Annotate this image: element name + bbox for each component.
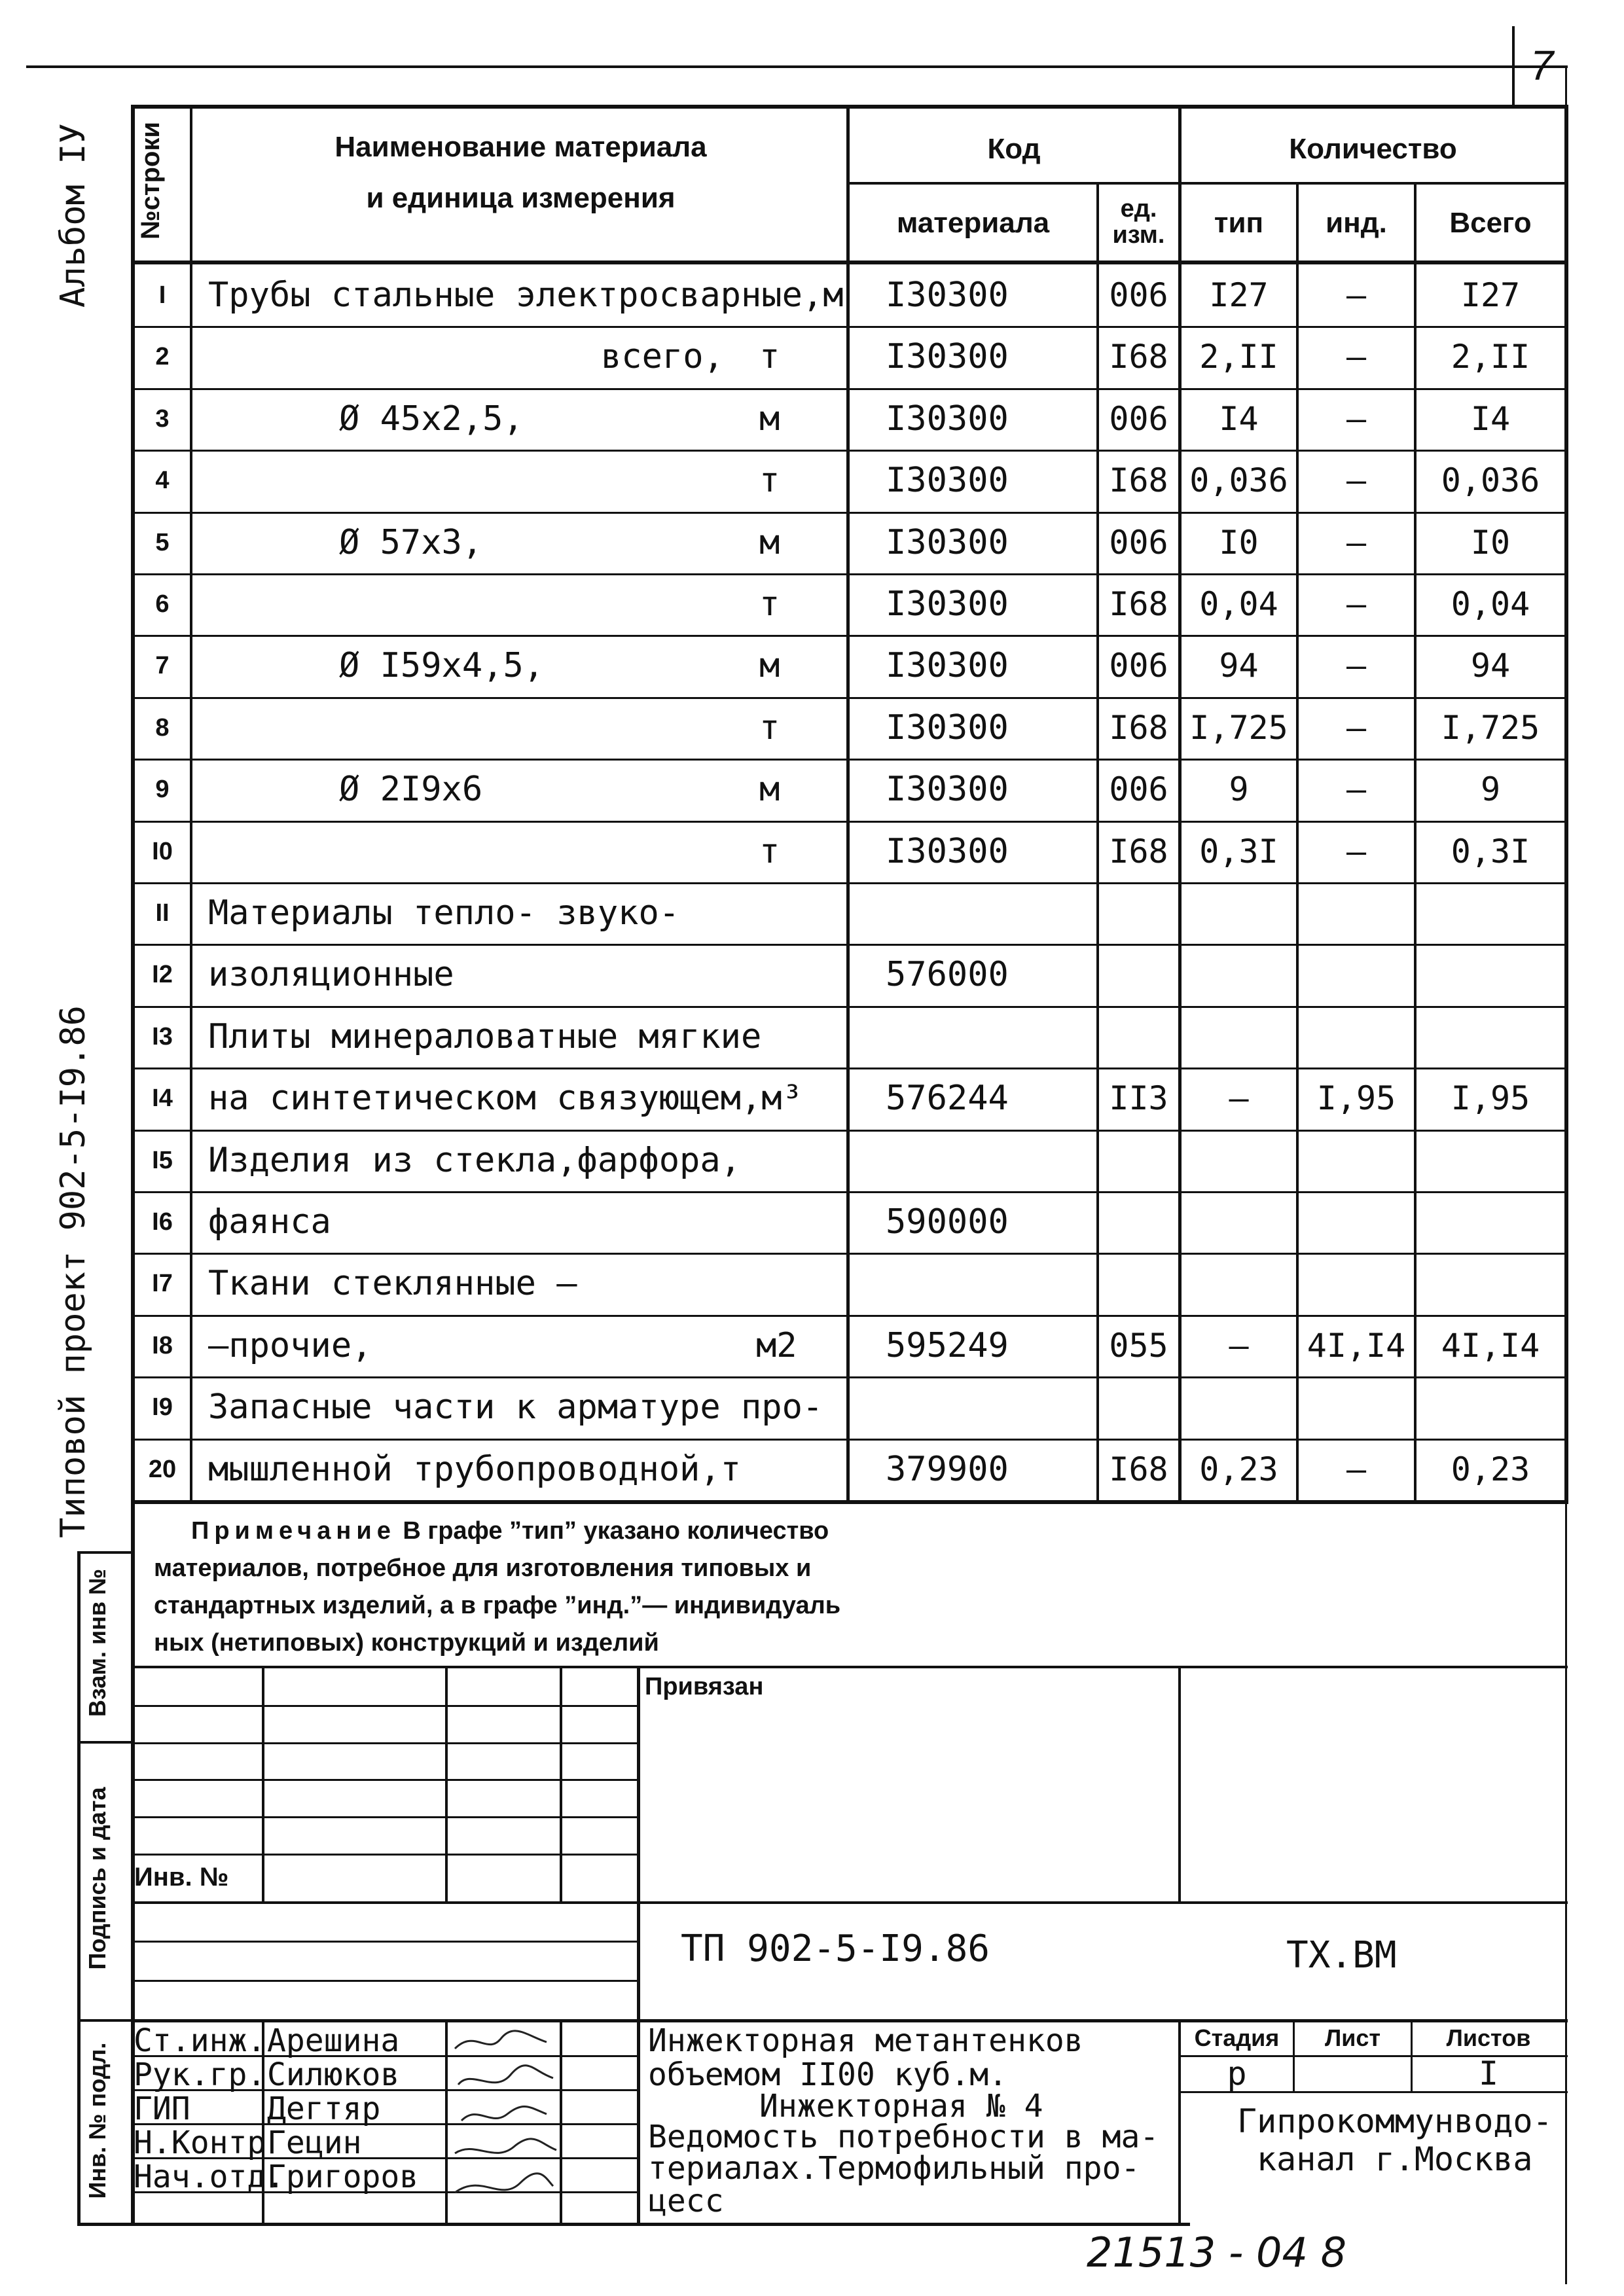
row-name (195, 697, 846, 759)
header-code-material: материала (896, 207, 1050, 239)
row-n: I7 (152, 1269, 173, 1297)
row-ind: 4I,I4 (1307, 1327, 1406, 1365)
row-name: всего, (601, 337, 724, 376)
row-code: I30300 (886, 708, 1009, 747)
row-total: I27 (1460, 276, 1521, 314)
row-code: I30300 (886, 646, 1009, 685)
stage-value: р (1227, 2055, 1247, 2091)
row-unit: т (759, 832, 780, 871)
row-unit (759, 1067, 838, 1129)
row-ind: – (1346, 833, 1367, 870)
doc-title-line: Ведомость потребности в ма- (648, 2119, 1159, 2155)
row-total (1416, 944, 1564, 1005)
row-type: I,725 (1189, 709, 1288, 747)
row-name: Изделия из стекла,фарфора, (208, 1141, 741, 1180)
row-eu (1099, 1130, 1178, 1191)
row-name: Ø 2I9x6 (339, 770, 483, 809)
row-ind: – (1346, 647, 1367, 685)
row-eu: I68 (1109, 585, 1168, 623)
header-qty-type: тип (1214, 207, 1264, 239)
row-type: 2,II (1199, 338, 1278, 376)
row-unit: м (759, 646, 780, 685)
row-ind (1299, 1006, 1414, 1067)
row-total: 94 (1470, 647, 1511, 685)
stamp-role: Н.Контр (134, 2125, 266, 2161)
row-type: 9 (1229, 770, 1249, 808)
row-eu: 055 (1109, 1327, 1168, 1365)
stamp-role: Нач.отд. (134, 2159, 285, 2195)
header-qty-ind: инд. (1326, 207, 1387, 239)
row-eu (1099, 944, 1178, 1005)
sheet-value (1295, 2055, 1411, 2091)
row-type: – (1229, 1079, 1249, 1117)
row-name (195, 573, 846, 635)
row-ind: – (1346, 400, 1367, 438)
row-eu (1099, 1191, 1178, 1253)
page-number: 7 (1530, 42, 1554, 89)
row-unit (759, 1253, 838, 1314)
row-name: на синтетическом связующем,м³ (208, 1079, 803, 1118)
row-type: 0,036 (1189, 461, 1288, 499)
stamp-person-name: Дегтяр (267, 2090, 381, 2127)
row-ind: I,95 (1316, 1079, 1396, 1117)
sheets-label: Листов (1446, 2024, 1531, 2051)
project-label: Типовой проект 902-5-I9.86 (54, 1005, 93, 1538)
row-type: 0,23 (1199, 1450, 1278, 1488)
row-total: I0 (1470, 524, 1511, 562)
row-unit (759, 264, 838, 326)
row-unit (759, 1006, 838, 1067)
row-type: I0 (1219, 524, 1259, 562)
row-ind (1299, 1376, 1414, 1438)
row-eu (1099, 1253, 1178, 1314)
doc-title-line: Инжекторная метантенков (648, 2022, 1083, 2059)
row-code: I30300 (886, 770, 1009, 809)
row-code: I30300 (886, 461, 1009, 500)
row-code: I30300 (886, 832, 1009, 871)
sheet-label: Лист (1324, 2024, 1381, 2051)
row-name: Трубы стальные электросварные,м (208, 276, 844, 315)
row-eu: I68 (1109, 709, 1168, 747)
doc-title-line: Инжекторная № 4 (759, 2088, 1043, 2125)
row-type: 0,3I (1199, 833, 1278, 870)
row-ind (1299, 1191, 1414, 1253)
row-unit: т (759, 708, 780, 747)
row-n: I0 (152, 837, 173, 865)
doc-title-line: териалах.Термофильный про- (648, 2150, 1140, 2187)
row-total: 0,3I (1451, 833, 1530, 870)
row-code: 595249 (886, 1326, 1009, 1365)
row-n: I4 (152, 1084, 173, 1112)
header-name-1: Наименование материала (334, 131, 707, 163)
row-n: 7 (155, 651, 170, 679)
row-eu (1099, 1006, 1178, 1067)
row-code: I30300 (886, 337, 1009, 376)
row-eu: 006 (1109, 276, 1168, 314)
row-total: I,95 (1451, 1079, 1530, 1117)
row-ind (1299, 1253, 1414, 1314)
row-ind: – (1346, 1450, 1367, 1488)
doc-title-line: объемом II00 куб.м. (648, 2056, 1008, 2093)
row-ind: – (1346, 276, 1367, 314)
row-n: 6 (155, 590, 170, 618)
header-name-2: и единица измерения (366, 182, 676, 214)
top-rule (26, 65, 1568, 68)
row-n: II (155, 899, 170, 927)
org-line1: Гипрокоммунводо- (1237, 2102, 1553, 2140)
strip-signature-date: Подпись и дата (84, 1787, 111, 1970)
row-eu: 006 (1109, 400, 1168, 438)
row-eu: 006 (1109, 770, 1168, 808)
row-eu: 006 (1109, 524, 1168, 562)
stamp-person-name: Григоров (267, 2159, 419, 2195)
row-type: I27 (1209, 276, 1269, 314)
row-code: 590000 (886, 1202, 1009, 1242)
row-ind: – (1346, 585, 1367, 623)
row-ind (1299, 1130, 1414, 1191)
row-name: фаянса (208, 1202, 331, 1242)
strip-inv-podl: Инв. № подл. (84, 2042, 111, 2199)
header-code-unit: ед. изм. (1112, 195, 1165, 249)
row-unit (759, 882, 838, 944)
row-type (1182, 1253, 1296, 1314)
row-unit (759, 1130, 838, 1191)
row-name: Ø I59x4,5, (339, 646, 545, 685)
row-eu (1099, 882, 1178, 944)
row-type: – (1229, 1327, 1249, 1365)
row-unit: м2 (756, 1326, 797, 1365)
stamp-role: Ст.инж. (134, 2022, 266, 2059)
row-type (1182, 1130, 1296, 1191)
row-ind: – (1346, 709, 1367, 747)
row-eu: I68 (1109, 833, 1168, 870)
row-unit: т (759, 337, 780, 376)
row-code: 576244 (886, 1079, 1009, 1118)
row-type (1182, 1191, 1296, 1253)
row-name: Ø 45x2,5, (339, 399, 524, 439)
row-code: I30300 (886, 523, 1009, 562)
row-unit: м (759, 770, 780, 809)
row-type (1182, 1006, 1296, 1067)
privyazan-label: Привязан (645, 1673, 764, 1700)
row-name (195, 821, 846, 882)
row-type: 0,04 (1199, 585, 1278, 623)
row-ind: – (1346, 770, 1367, 808)
header-code: Код (987, 132, 1041, 165)
row-ind: – (1346, 461, 1367, 499)
row-n: I9 (152, 1393, 173, 1421)
row-type: I4 (1219, 400, 1259, 438)
row-type (1182, 882, 1296, 944)
row-unit: т (759, 584, 780, 624)
row-eu: 006 (1109, 647, 1168, 685)
row-total: 2,II (1451, 338, 1530, 376)
row-n: 5 (155, 528, 170, 556)
row-code: 576000 (886, 955, 1009, 994)
row-type (1182, 1376, 1296, 1438)
header-qty: Количество (1289, 132, 1457, 165)
row-n: 9 (155, 775, 170, 803)
album-label: Альбом IУ (54, 123, 93, 308)
row-total (1416, 1191, 1564, 1253)
inv-no-label: Инв. № (134, 1863, 229, 1892)
row-name (195, 450, 846, 511)
row-total: I,725 (1441, 709, 1540, 747)
row-code (850, 1006, 1096, 1067)
doc-title-line: цесс (648, 2183, 724, 2219)
row-code: 379900 (886, 1450, 1009, 1489)
row-name: Запасные части к арматуре про- (208, 1388, 823, 1427)
row-total (1416, 1130, 1564, 1191)
row-n: 8 (155, 713, 170, 742)
row-type (1182, 944, 1296, 1005)
row-n: I6 (152, 1208, 173, 1236)
row-name: Ø 57x3, (339, 523, 483, 562)
signatures (448, 2022, 560, 2225)
note-label: Примечание (191, 1517, 396, 1545)
row-n: 4 (155, 466, 170, 494)
stage-label: Стадия (1194, 2024, 1280, 2051)
row-ind (1299, 882, 1414, 944)
row-total: 4I,I4 (1441, 1327, 1540, 1365)
stamp-person-name: Гецин (267, 2125, 362, 2161)
row-total (1416, 1376, 1564, 1438)
row-unit: м (759, 399, 780, 439)
row-n: I2 (152, 960, 173, 988)
note-line3: стандартных изделий, а в графе ”инд.”— индивидуаль (154, 1592, 841, 1619)
row-type: 94 (1219, 647, 1259, 685)
doc-code: ТП 902-5-I9.86 (681, 1928, 990, 1970)
row-code (850, 1376, 1096, 1438)
org-line2: канал г.Москва (1257, 2140, 1533, 2178)
row-name: изоляционные (208, 955, 454, 994)
row-eu (1099, 1376, 1178, 1438)
row-code: I30300 (886, 399, 1009, 439)
row-code: I30300 (886, 276, 1009, 315)
row-n: 2 (155, 342, 170, 370)
row-code (850, 1253, 1096, 1314)
strip-vzam: Взам. инв № (84, 1568, 111, 1717)
sheets-value: I (1478, 2055, 1499, 2091)
row-total: 0,04 (1451, 585, 1530, 623)
row-eu: I68 (1109, 461, 1168, 499)
note-line1: В графе ”тип” указано количество (403, 1517, 829, 1545)
row-n: I8 (152, 1331, 173, 1359)
stamp-person-name: Арешина (267, 2022, 400, 2059)
row-total: 0,036 (1441, 461, 1540, 499)
note-line2: материалов, потребное для изготовления типовых и (154, 1554, 812, 1582)
header-row-no: №строки (136, 122, 165, 240)
row-unit (759, 1439, 838, 1500)
row-name: Плиты минераловатные мягкие (208, 1017, 762, 1056)
row-n: I5 (152, 1146, 173, 1174)
row-name: мышленной трубопроводной,т (208, 1450, 741, 1489)
row-total: 0,23 (1451, 1450, 1530, 1488)
row-n: 3 (155, 404, 170, 433)
doc-mark: ТХ.ВМ (1286, 1934, 1397, 1977)
row-total: I4 (1470, 400, 1511, 438)
row-eu: I68 (1109, 1450, 1168, 1488)
row-unit: т (759, 461, 780, 500)
row-name: Материалы тепло- звуко- (208, 893, 680, 933)
row-code: I30300 (886, 584, 1009, 624)
row-unit (759, 944, 838, 1005)
row-ind: – (1346, 338, 1367, 376)
row-total: 9 (1480, 770, 1501, 808)
row-ind: – (1346, 524, 1367, 562)
row-n: I (158, 281, 166, 309)
note-line4: ных (нетиповых) конструкций и изделий (154, 1629, 659, 1657)
row-n: 20 (148, 1455, 177, 1483)
stamp-person-name: Силюков (267, 2056, 400, 2093)
row-unit: м (759, 523, 780, 562)
row-code (850, 1130, 1096, 1191)
row-unit (759, 1191, 838, 1253)
row-total (1416, 882, 1564, 944)
row-total (1416, 1006, 1564, 1067)
row-code (850, 882, 1096, 944)
row-eu: II3 (1109, 1079, 1168, 1117)
row-unit (759, 1376, 838, 1438)
row-total (1416, 1253, 1564, 1314)
row-name: –прочие, (208, 1326, 372, 1365)
header-qty-total: Всего (1449, 207, 1532, 239)
page-box-left (1512, 26, 1515, 107)
row-n: I3 (152, 1022, 173, 1050)
footer-handwritten: 21513 - 04 8 (1087, 2229, 1347, 2276)
row-eu: I68 (1109, 338, 1168, 376)
row-name: Ткани стеклянные – (208, 1264, 577, 1303)
stamp-role: ГИП (134, 2090, 190, 2127)
row-ind (1299, 944, 1414, 1005)
stamp-role: Рук.гр. (134, 2056, 266, 2093)
